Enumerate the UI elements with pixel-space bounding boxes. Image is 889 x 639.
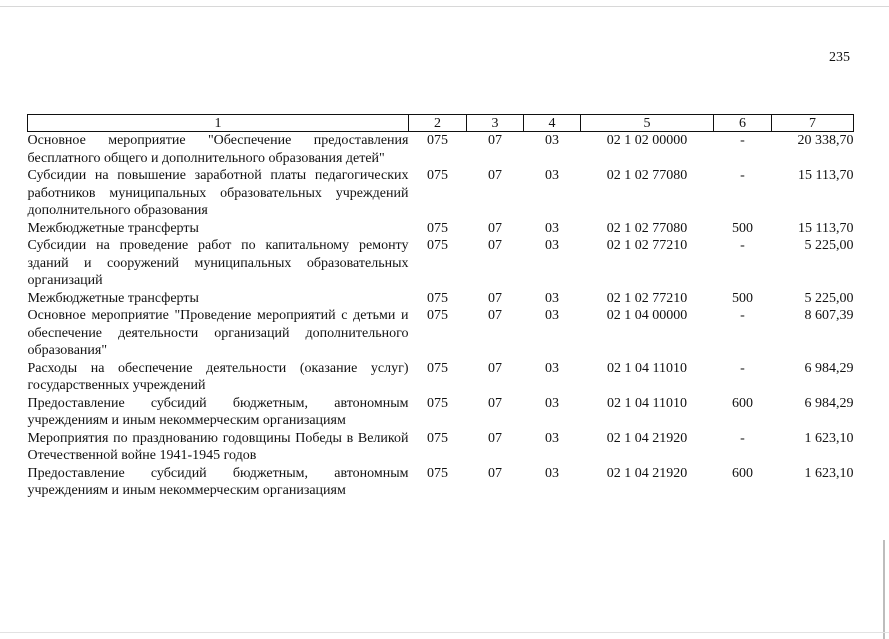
table-row: [28, 395, 854, 430]
row-amount-cell: 5 225,00: [804, 290, 854, 306]
row-target-article-cell: 02 1 02 77210: [606, 238, 688, 253]
row-subsection-cell: 03: [545, 465, 559, 481]
row-subsection-cell: 03: [545, 290, 559, 306]
row-code-cell: 075: [427, 133, 448, 148]
row-target-article-cell: 02 1 04 00000: [606, 308, 688, 323]
row-section-cell: 07: [488, 308, 502, 323]
table-row: [28, 167, 854, 220]
row-subsection-cell: 03: [545, 168, 559, 183]
row-section-cell: 07: [488, 430, 502, 446]
row-expense-type-cell: 600: [732, 395, 753, 411]
row-name-cell: Субсидии на проведение работ по капитальному ремонту зданий и сооружений муниципальных образовательных организаций: [27, 238, 409, 288]
row-target-article-cell: 02 1 02 77080: [606, 168, 688, 183]
row-section-cell: 07: [488, 290, 502, 306]
row-amount-cell: 15 113,70: [798, 220, 854, 236]
header-col-2: 2: [409, 115, 467, 132]
row-target-article-cell: 02 1 04 21920: [606, 430, 688, 446]
scan-top-edge: [0, 6, 889, 7]
row-expense-type-cell: 600: [732, 465, 753, 481]
table-row: [28, 290, 854, 308]
budget-table: [27, 114, 854, 500]
row-expense-type-cell: -: [740, 238, 745, 253]
table-row: [28, 220, 854, 238]
scan-right-edge: [883, 540, 885, 639]
row-name-cell: Предоставление субсидий бюджетным, автономным учреждениям и иным некоммерческим организациям: [27, 465, 409, 498]
header-col-6: 6: [714, 115, 772, 132]
row-amount-cell: 6 984,29: [804, 360, 854, 376]
table-row: [28, 430, 854, 465]
row-subsection-cell: 03: [545, 308, 559, 323]
header-col-3: 3: [467, 115, 524, 132]
header-col-7: 7: [772, 115, 854, 132]
row-expense-type-cell: 500: [732, 220, 753, 236]
table-row: [28, 307, 854, 360]
row-name-cell: Межбюджетные трансферты: [27, 290, 199, 306]
row-section-cell: 07: [488, 238, 502, 253]
table-header-row: [28, 115, 854, 132]
row-subsection-cell: 03: [545, 395, 559, 411]
table-row: [28, 360, 854, 395]
row-target-article-cell: 02 1 04 11010: [607, 395, 687, 411]
row-section-cell: 07: [488, 220, 502, 236]
page-number: 235: [829, 50, 850, 65]
scan-bottom-edge: [0, 632, 889, 633]
row-amount-cell: 1 623,10: [804, 465, 854, 481]
row-name-cell: Мероприятия по празднованию годовщины Победы в Великой Отечественной войне 1941-1945 годов: [27, 430, 409, 463]
row-amount-cell: 5 225,00: [804, 238, 854, 253]
row-expense-type-cell: -: [740, 168, 745, 183]
row-amount-cell: 15 113,70: [798, 168, 854, 183]
header-col-4: 4: [524, 115, 581, 132]
table-row: [28, 237, 854, 290]
row-name-cell: Расходы на обеспечение деятельности (оказание услуг) государственных учреждений: [27, 360, 409, 393]
row-target-article-cell: 02 1 04 11010: [607, 360, 687, 376]
table-row: [28, 132, 854, 168]
row-code-cell: 075: [427, 220, 448, 236]
row-expense-type-cell: -: [740, 308, 745, 323]
row-amount-cell: 1 623,10: [804, 430, 854, 446]
row-subsection-cell: 03: [545, 238, 559, 253]
row-code-cell: 075: [427, 395, 448, 411]
row-name-cell: Субсидии на повышение заработной платы педагогических работников муниципальных образовательных учреждений дополнительного образования: [27, 168, 409, 218]
row-section-cell: 07: [488, 133, 502, 148]
row-expense-type-cell: -: [740, 430, 745, 446]
row-amount-cell: 8 607,39: [804, 308, 854, 323]
table-row: [28, 465, 854, 500]
row-name-cell: Основное мероприятие "Обеспечение предоставления бесплатного общего и дополнительного образования детей": [27, 133, 409, 166]
row-code-cell: 075: [427, 238, 448, 253]
header-col-5: 5: [581, 115, 714, 132]
row-code-cell: 075: [427, 360, 448, 376]
row-target-article-cell: 02 1 02 00000: [606, 133, 688, 148]
row-expense-type-cell: 500: [732, 290, 753, 306]
row-name-cell: Предоставление субсидий бюджетным, автономным учреждениям и иным некоммерческим организациям: [27, 395, 409, 428]
row-subsection-cell: 03: [545, 360, 559, 376]
row-expense-type-cell: -: [740, 133, 745, 148]
row-target-article-cell: 02 1 02 77210: [606, 290, 688, 306]
row-section-cell: 07: [488, 465, 502, 481]
row-section-cell: 07: [488, 360, 502, 376]
row-target-article-cell: 02 1 02 77080: [606, 220, 688, 236]
table-body: [28, 132, 854, 500]
row-code-cell: 075: [427, 308, 448, 323]
row-code-cell: 075: [427, 465, 448, 481]
row-amount-cell: 20 338,70: [797, 133, 854, 148]
row-code-cell: 075: [427, 168, 448, 183]
row-subsection-cell: 03: [545, 133, 559, 148]
header-col-1: 1: [28, 115, 409, 132]
row-subsection-cell: 03: [545, 430, 559, 446]
row-target-article-cell: 02 1 04 21920: [606, 465, 688, 481]
row-code-cell: 075: [427, 430, 448, 446]
row-code-cell: 075: [427, 290, 448, 306]
row-expense-type-cell: -: [740, 360, 745, 376]
row-amount-cell: 6 984,29: [804, 395, 854, 411]
row-section-cell: 07: [488, 395, 502, 411]
row-section-cell: 07: [488, 168, 502, 183]
row-name-cell: Межбюджетные трансферты: [27, 220, 199, 236]
row-name-cell: Основное мероприятие "Проведение мероприятий с детьми и обеспечение деятельности организаций дополнительного образования": [27, 308, 409, 358]
row-subsection-cell: 03: [545, 220, 559, 236]
